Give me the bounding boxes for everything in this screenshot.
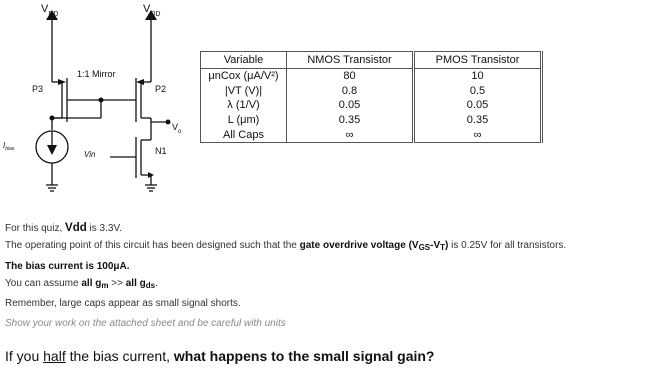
cell-variable: All Caps bbox=[201, 127, 287, 142]
info-assumption: You can assume all $g_m$ >> all $g_{ds}$. bbox=[5, 278, 158, 290]
header-nmos: NMOS Transistor bbox=[287, 52, 414, 69]
p2-source-arrow-icon bbox=[136, 79, 144, 85]
table-row bbox=[201, 69, 542, 84]
info-operating-point: The operating point of this circuit has been designed such that the gate overdrive voltage $(V_{GS}-V_T)$ is 0.25V for all transistors. bbox=[5, 240, 567, 252]
cell-nmos: 0.35 bbox=[287, 113, 414, 128]
ibias-label: $I_{bias}$ bbox=[3, 141, 15, 152]
table-row bbox=[201, 113, 542, 128]
cell-pmos: 0.35 bbox=[414, 113, 542, 128]
info-work-note: Show your work on the attached sheet and be careful with units bbox=[5, 318, 286, 329]
info-caps-note: Remember, large caps appear as small signal shorts. bbox=[5, 298, 241, 309]
table-header-row bbox=[201, 52, 542, 69]
cell-variable: L (μm) bbox=[201, 113, 287, 128]
cell-nmos: 0.05 bbox=[287, 98, 414, 113]
header-variable: Variable bbox=[201, 52, 287, 69]
p2-label: P2 bbox=[155, 84, 167, 94]
vdd-left-label: $V_{DD}$ bbox=[41, 3, 59, 18]
cell-variable: |VT (V)| bbox=[201, 84, 287, 99]
n1-label: N1 bbox=[155, 146, 167, 156]
circuit-schematic bbox=[0, 0, 200, 215]
table-row bbox=[201, 127, 542, 142]
output-node-dot bbox=[166, 120, 171, 125]
table-row bbox=[201, 98, 542, 113]
vin-label: Vin bbox=[84, 150, 96, 159]
cell-nmos: ∞ bbox=[287, 127, 414, 142]
cell-variable: λ (1/V) bbox=[201, 98, 287, 113]
table-row bbox=[201, 84, 542, 99]
cell-pmos: ∞ bbox=[414, 127, 542, 142]
mirror-label: 1:1 Mirror bbox=[77, 69, 116, 79]
ground-left-icon bbox=[46, 185, 58, 191]
question-text: If you half the bias current, what happens to the small signal gain? bbox=[5, 348, 435, 364]
cell-variable: μnCox (μA/V²) bbox=[201, 69, 287, 84]
gate-node-dot bbox=[99, 98, 104, 103]
cell-nmos: 0.8 bbox=[287, 84, 414, 99]
p3-label: P3 bbox=[32, 84, 44, 94]
parameter-table bbox=[200, 51, 543, 143]
cell-pmos: 10 bbox=[414, 69, 542, 84]
ground-right-icon bbox=[145, 185, 157, 191]
cell-pmos: 0.05 bbox=[414, 98, 542, 113]
info-bias-current: The bias current is 100μA. bbox=[5, 261, 130, 272]
ibias-arrow-icon bbox=[47, 145, 57, 155]
cell-pmos: 0.5 bbox=[414, 84, 542, 99]
vdd-right-label: $V_{DD}$ bbox=[143, 3, 161, 18]
p3-drain-node-dot bbox=[50, 116, 55, 121]
header-pmos: PMOS Transistor bbox=[414, 52, 542, 69]
vo-label: $V_o$ bbox=[172, 122, 182, 135]
cell-nmos: 80 bbox=[287, 69, 414, 84]
info-vdd: For this quiz, Vdd is 3.3V. bbox=[5, 222, 122, 234]
